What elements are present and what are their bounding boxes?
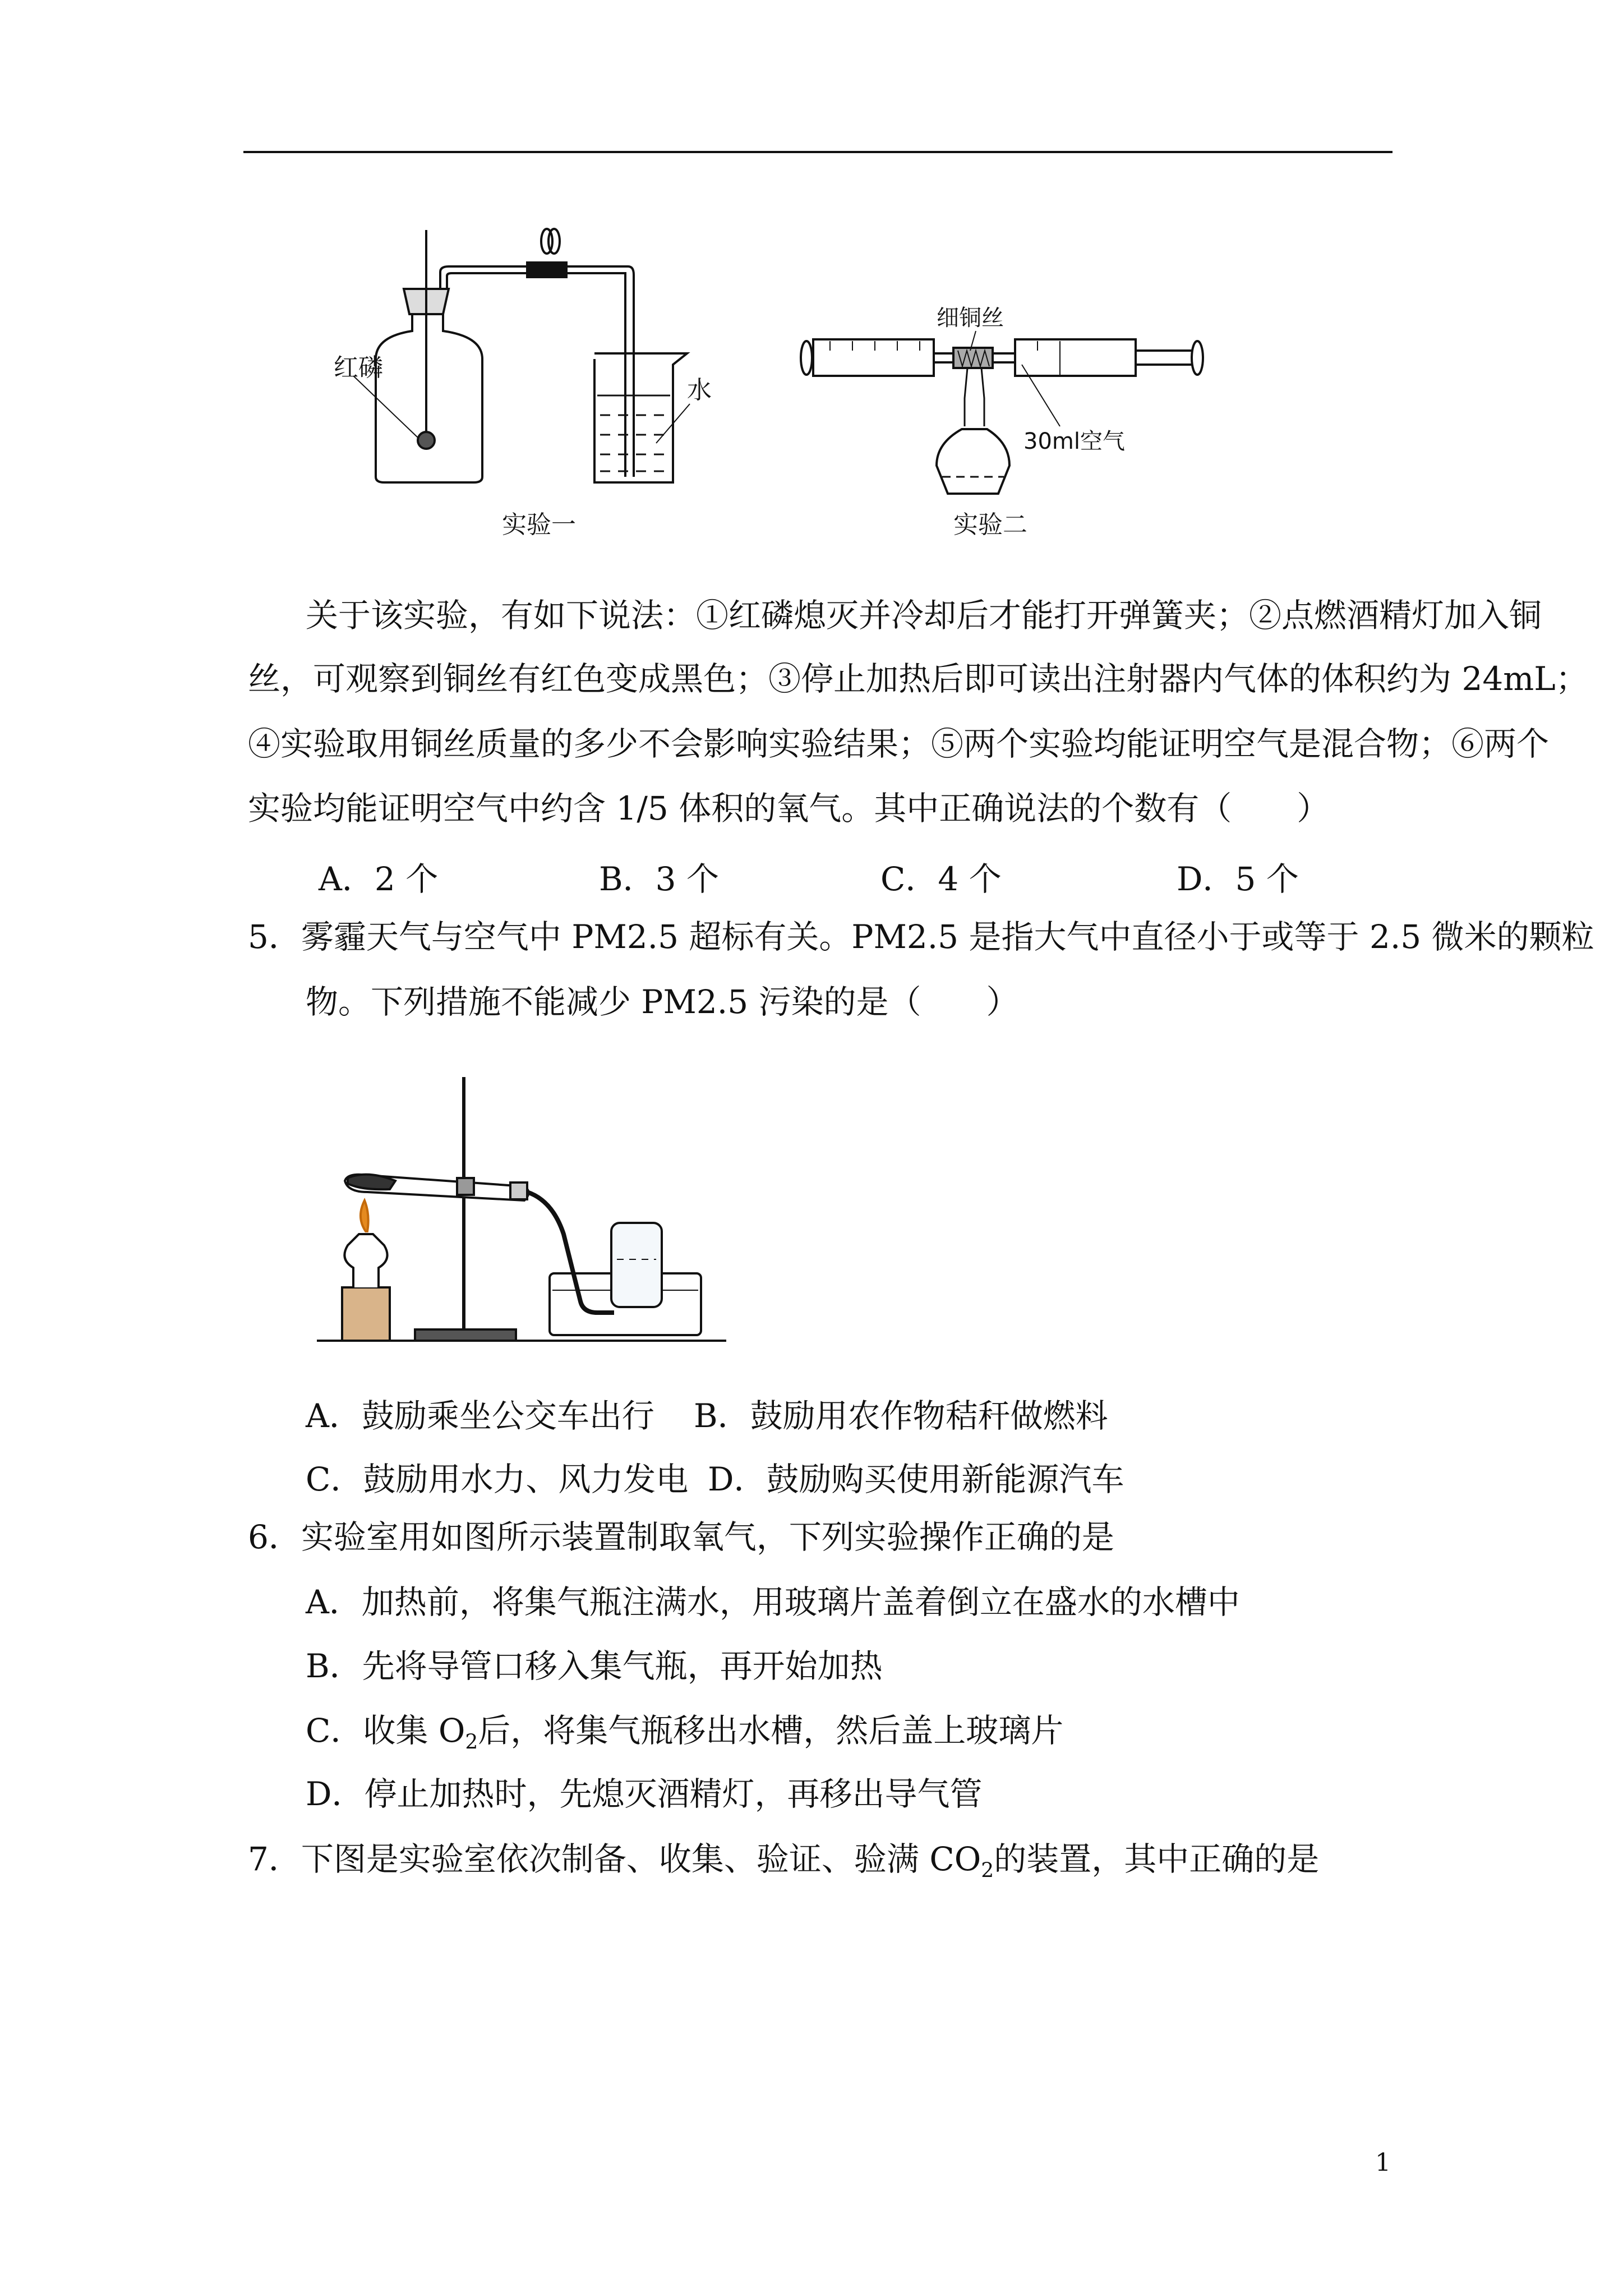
q7-stem-post: 的装置，其中正确的是 xyxy=(994,1840,1320,1878)
header-rule xyxy=(243,151,1393,153)
label-red-phosphorus: 红磷 xyxy=(334,353,383,382)
q6-stem: 6．实验室用如图所示装置制取氧气，下列实验操作正确的是 xyxy=(248,1518,1114,1556)
q4-option-d: D．5 个 xyxy=(1177,860,1299,898)
q6-option-c-sub: 2 xyxy=(465,1731,478,1754)
experiment-figure xyxy=(314,213,1301,561)
q5-option-d: D．鼓励购买使用新能源汽车 xyxy=(708,1460,1124,1498)
q6-option-c-post: 后，将集气瓶移出水槽，然后盖上玻璃片 xyxy=(478,1711,1064,1750)
q4-line-4: 实验均能证明空气中约含 1/5 体积的氧气。其中正确说法的个数有（ ） xyxy=(248,789,1330,827)
q4-option-a: A．2 个 xyxy=(319,860,439,898)
bottle-apparatus xyxy=(334,229,634,482)
q5-option-a: A．鼓励乘坐公交车出行 xyxy=(306,1397,654,1435)
beaker xyxy=(594,353,712,482)
q5-line-2: 物。下列措施不能减少 PM2.5 污染的是（ ） xyxy=(306,983,1019,1021)
label-copper-wire: 细铜丝 xyxy=(937,305,1004,331)
q6-option-c xyxy=(306,1711,1063,1763)
label-water: 水 xyxy=(687,376,712,404)
q7-stem-pre: 7．下图是实验室依次制备、收集、验证、验满 CO xyxy=(248,1840,981,1878)
q7-stem xyxy=(248,1839,1319,1891)
q4-option-c: C．4 个 xyxy=(880,860,1002,898)
caption-exp1: 实验一 xyxy=(502,510,576,539)
q4-line-2: 丝，可观察到铜丝有红色变成黑色；③停止加热后即可读出注射器内气体的体积约为 24mL； xyxy=(248,660,1588,698)
q6-option-a: A．加热前，将集气瓶注满水，用玻璃片盖着倒立在盛水的水槽中 xyxy=(306,1583,1240,1621)
q7-stem-sub: 2 xyxy=(981,1859,994,1883)
syringe-apparatus xyxy=(801,305,1203,494)
q5-line-1: 5．雾霾天气与空气中 PM2.5 超标有关。PM2.5 是指大气中直径小于或等于 2.5 微米的颗粒 xyxy=(248,918,1594,956)
q5-option-c: C．鼓励用水力、风力发电 xyxy=(306,1460,689,1498)
oxygen-apparatus-figure xyxy=(317,1066,732,1352)
q4-option-b: B．3 个 xyxy=(599,860,719,898)
q4-line-3: ④实验取用铜丝质量的多少不会影响实验结果；⑤两个实验均能证明空气是混合物；⑥两个 xyxy=(248,725,1550,763)
label-air-volume: 30ml空气 xyxy=(1023,429,1125,454)
q6-option-d: D．停止加热时，先熄灭酒精灯，再移出导气管 xyxy=(306,1775,983,1813)
page-number: 1 xyxy=(1375,2148,1391,2177)
q4-line-1: 关于该实验，有如下说法：①红磷熄灭并冷却后才能打开弹簧夹；②点燃酒精灯加入铜 xyxy=(306,596,1542,634)
q5-option-b: B．鼓励用农作物秸秆做燃料 xyxy=(694,1397,1108,1435)
caption-exp2: 实验二 xyxy=(953,510,1027,539)
q6-option-c-pre: C．收集 O xyxy=(306,1711,465,1750)
q6-option-b: B．先将导管口移入集气瓶，再开始加热 xyxy=(306,1647,883,1685)
